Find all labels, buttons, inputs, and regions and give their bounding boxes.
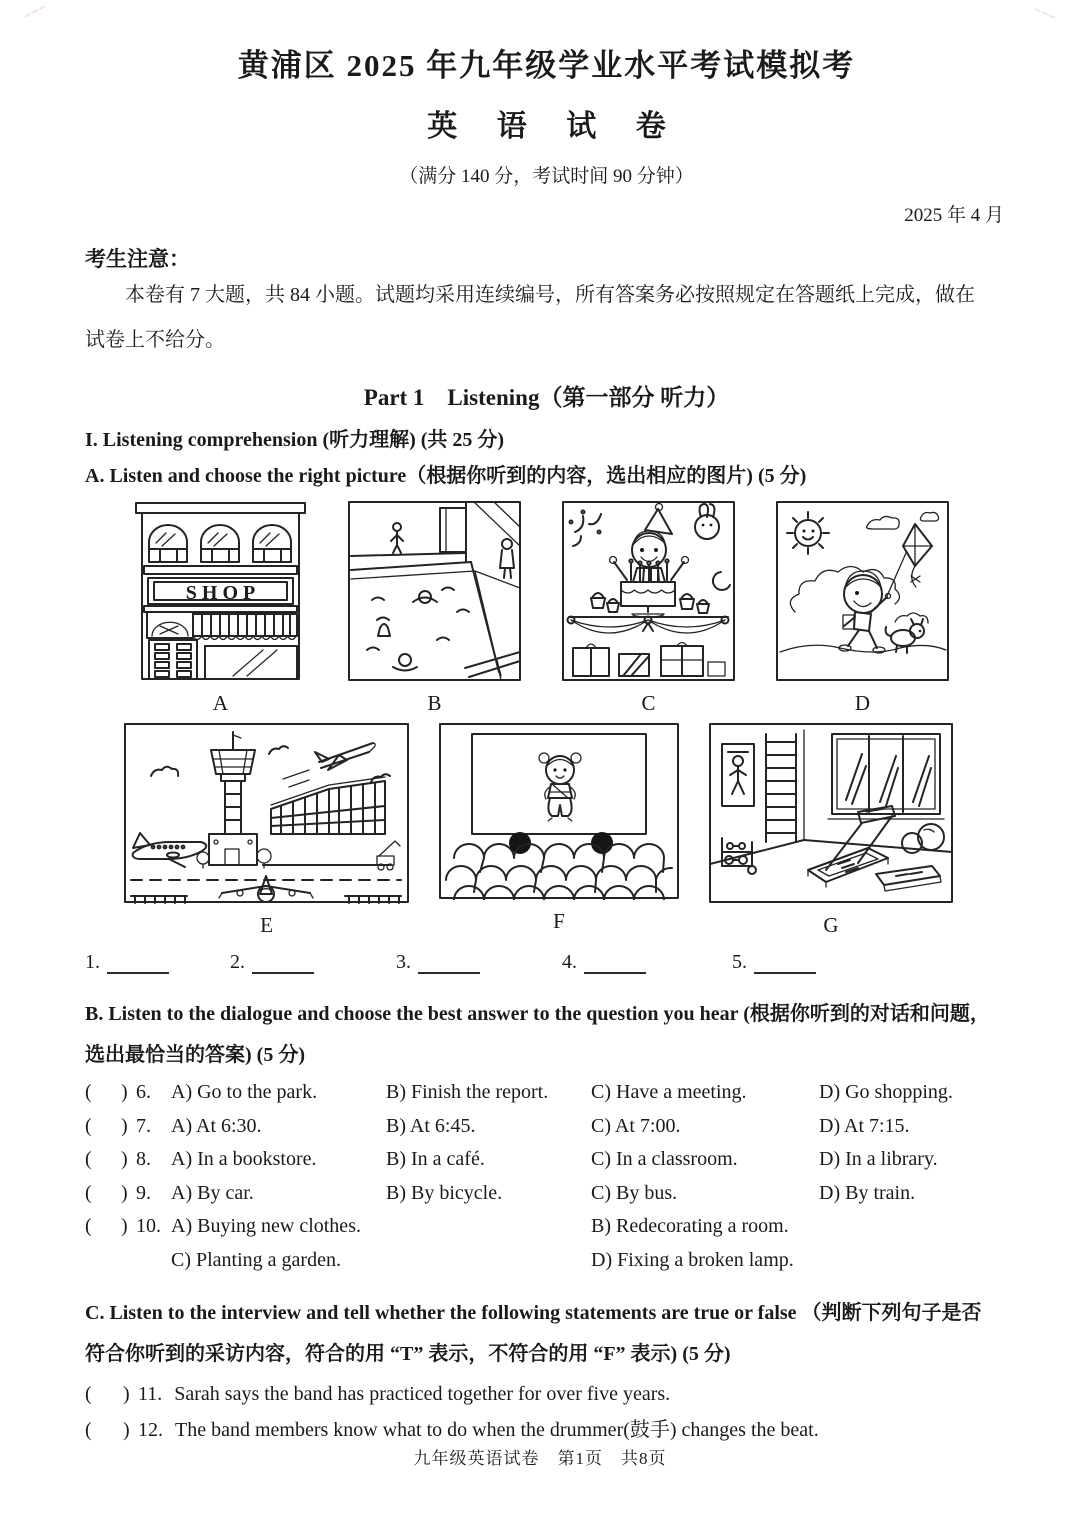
option: D) By train. bbox=[819, 1181, 916, 1204]
section-b-heading-line2: 选出最恰当的答案) (5 分) bbox=[85, 1044, 305, 1066]
gym-scene-icon bbox=[708, 722, 954, 904]
option: C) Have a meeting. bbox=[591, 1081, 747, 1103]
notice-line-2: 试卷上不给分。 bbox=[85, 329, 225, 351]
option: C) In a classroom. bbox=[591, 1148, 738, 1170]
page-footer: 九年级英语试卷 第1页 共8页 bbox=[413, 1449, 667, 1468]
picture-a-label: A bbox=[212, 691, 229, 715]
question-number: 12. bbox=[138, 1419, 163, 1441]
option: C) At 7:00. bbox=[591, 1114, 681, 1137]
answer-paren: ( ) 9. bbox=[85, 1181, 151, 1204]
option: A) In a bookstore. bbox=[171, 1148, 317, 1170]
option: A) Go to the park. bbox=[171, 1081, 318, 1103]
picture-row-1 bbox=[133, 500, 1008, 716]
picture-e-label: E bbox=[260, 913, 273, 937]
exam-title: 黄浦区 2025 年九年级学业水平考试模拟考 bbox=[237, 48, 856, 83]
answer-blank-2: 2. bbox=[230, 950, 396, 974]
option: D) In a library. bbox=[819, 1148, 938, 1170]
question-9 bbox=[85, 1177, 1008, 1211]
blank-line bbox=[252, 950, 314, 974]
scan-artifact bbox=[25, 5, 49, 24]
picture-c-label: C bbox=[641, 691, 656, 715]
question-10-row2 bbox=[85, 1244, 1008, 1278]
section-a-heading: A. Listen and choose the right picture（根据你听到的内容，选出相应的图片) (5 分) bbox=[85, 465, 807, 487]
section-c-heading bbox=[85, 1293, 1008, 1375]
answer-paren: ( ) 6. bbox=[85, 1081, 151, 1103]
statement: Sarah says the band has practiced together for over five years. bbox=[174, 1383, 671, 1405]
blank-line bbox=[754, 950, 816, 974]
section-b-heading-line1: B. Listen to the dialogue and choose the best answer to the question you hear (根据你听到的对话和问题， bbox=[85, 1003, 990, 1025]
answer-blank-4: 4. bbox=[562, 950, 732, 974]
blank-line bbox=[418, 950, 480, 974]
part1-heading: Part 1 Listening（第一部分 听力） bbox=[363, 385, 730, 410]
question-11 bbox=[85, 1377, 1008, 1411]
question-10-row1 bbox=[85, 1210, 1008, 1244]
statement: The band members know what to do when the drummer(鼓手) changes the beat. bbox=[175, 1419, 819, 1441]
section-i-heading: I. Listening comprehension (听力理解) (共 25 分) bbox=[85, 429, 505, 451]
picture-d-label: D bbox=[854, 691, 871, 715]
picture-f bbox=[438, 722, 680, 938]
picture-row-2 bbox=[123, 722, 1008, 938]
option: B) In a café. bbox=[386, 1148, 485, 1170]
question-6 bbox=[85, 1076, 1008, 1110]
question-number: 11. bbox=[138, 1383, 163, 1405]
answer-blank-3: 3. bbox=[396, 950, 562, 974]
picture-g-label: G bbox=[823, 913, 839, 937]
score-time-subtitle: （满分 140 分，考试时间 90 分钟） bbox=[399, 166, 694, 187]
picture-b-label: B bbox=[427, 691, 442, 715]
subject-title: 英 语 试 卷 bbox=[427, 110, 682, 143]
option: A) By car. bbox=[171, 1181, 254, 1204]
svg-text:SHOP: SHOP bbox=[185, 582, 261, 604]
option: B) Finish the report. bbox=[386, 1081, 549, 1103]
picture-c bbox=[561, 500, 736, 716]
answer-paren: ( ) bbox=[85, 1419, 130, 1441]
option: B) At 6:45. bbox=[386, 1114, 476, 1137]
answer-paren: ( ) 7. bbox=[85, 1114, 151, 1137]
scan-artifact bbox=[1031, 8, 1055, 26]
section-c-heading-line1: C. Listen to the interview and tell whether the following statements are true or false （判断下列句子是否 bbox=[85, 1302, 982, 1324]
picture-f-label: F bbox=[553, 909, 565, 933]
notice-line-1: 本卷有 7 大题，共 84 小题。试题均采用连续编号，所有答案务必按照规定在答题纸上完成，做在 bbox=[125, 284, 975, 306]
option: A) Buying new clothes. bbox=[171, 1215, 361, 1237]
option: C) By bus. bbox=[591, 1181, 678, 1204]
page-content bbox=[0, 40, 1080, 1447]
section-b-heading bbox=[85, 994, 1008, 1076]
cinema-scene-icon bbox=[438, 722, 680, 900]
section-c-heading-line2: 符合你听到的采访内容，符合的用 “T” 表示，不符合的用 “F” 表示) (5 分) bbox=[85, 1343, 731, 1365]
option: A) At 6:30. bbox=[171, 1114, 262, 1137]
pool-scene-icon bbox=[347, 500, 522, 682]
answer-paren: ( ) 10. bbox=[85, 1215, 161, 1237]
answer-blanks-row bbox=[85, 950, 1008, 974]
picture-g bbox=[708, 722, 954, 938]
question-8 bbox=[85, 1143, 1008, 1177]
answer-paren: ( ) 8. bbox=[85, 1148, 151, 1170]
kite-scene-icon bbox=[775, 500, 950, 682]
answer-paren: ( ) bbox=[85, 1383, 130, 1405]
airport-scene-icon bbox=[123, 722, 410, 904]
option: D) Fixing a broken lamp. bbox=[591, 1248, 794, 1271]
blank-line bbox=[107, 950, 169, 974]
question-7 bbox=[85, 1110, 1008, 1144]
blank-line bbox=[584, 950, 646, 974]
option: D) At 7:15. bbox=[819, 1114, 910, 1137]
option: B) Redecorating a room. bbox=[591, 1215, 789, 1237]
notice-heading: 考生注意： bbox=[85, 247, 190, 271]
shop-scene-icon bbox=[133, 500, 308, 682]
answer-blank-5: 5. bbox=[732, 950, 816, 974]
option: B) By bicycle. bbox=[386, 1181, 503, 1204]
picture-a bbox=[133, 500, 308, 716]
question-12 bbox=[85, 1413, 1008, 1447]
picture-e bbox=[123, 722, 410, 938]
option: C) Planting a garden. bbox=[171, 1248, 341, 1271]
answer-blank-1: 1. bbox=[85, 950, 230, 974]
option: D) Go shopping. bbox=[819, 1081, 953, 1103]
birthday-scene-icon bbox=[561, 500, 736, 682]
exam-date: 2025 年 4 月 bbox=[904, 205, 1004, 226]
picture-d bbox=[775, 500, 950, 716]
picture-b bbox=[347, 500, 522, 716]
